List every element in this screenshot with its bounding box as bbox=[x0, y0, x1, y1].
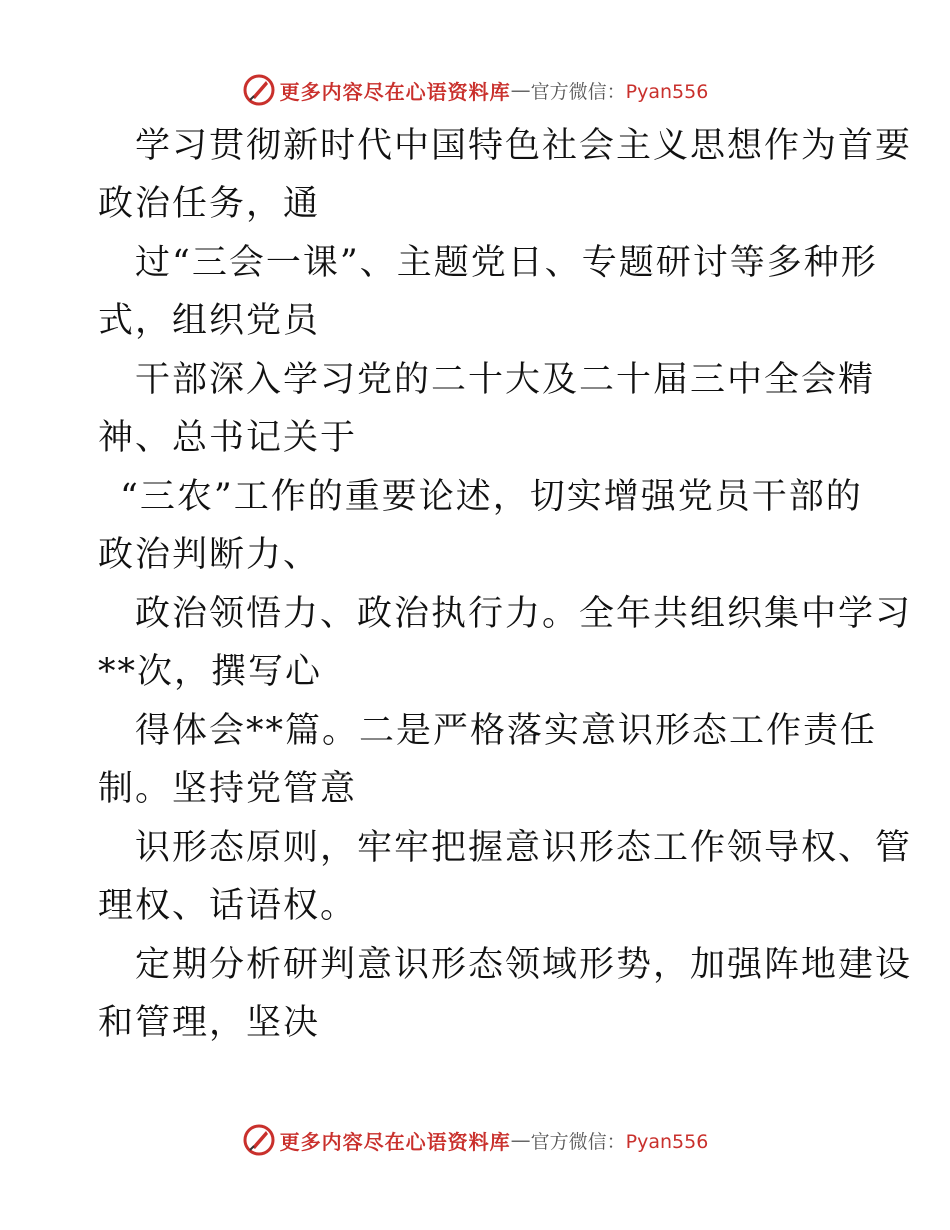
banner-wechat bbox=[531, 77, 709, 104]
body-line: 政治领悟力、政治执行力。全年共组织集中学习 bbox=[135, 594, 913, 634]
body-line: 干部深入学习党的二十大及二十届三中全会精 bbox=[135, 360, 876, 400]
body-line: 和管理，坚决 bbox=[98, 1003, 321, 1043]
banner-separator: — bbox=[510, 1128, 531, 1152]
body-line: 识形态原则，牢牢把握意识形态工作领导权、管 bbox=[135, 828, 913, 868]
body-line: 理权、话语权。 bbox=[98, 886, 358, 926]
body-line: 政治任务，通 bbox=[98, 184, 321, 224]
banner-site-text: 更多内容尽在心语资料库 bbox=[279, 79, 511, 104]
banner-wechat-label: 官方微信： bbox=[530, 1130, 626, 1153]
banner-wechat-id: Pyan556 bbox=[625, 1130, 709, 1153]
body-line: 过“三会一课”、主题党日、专题研讨等多种形 bbox=[135, 243, 878, 283]
banner-wechat-label: 官方微信： bbox=[530, 80, 626, 103]
banner-wechat-id: Pyan556 bbox=[625, 80, 709, 103]
quill-logo-icon bbox=[242, 73, 276, 107]
banner-site-text: 更多内容尽在心语资料库 bbox=[279, 1129, 511, 1154]
body-line: 神、总书记关于 bbox=[98, 418, 358, 458]
quill-logo-icon bbox=[242, 1123, 276, 1157]
body-line: 学习贯彻新时代中国特色社会主义思想作为首要 bbox=[135, 126, 913, 166]
body-line: 定期分析研判意识形态领域形势，加强阵地建设 bbox=[135, 945, 913, 985]
body-line: 政治判断力、 bbox=[98, 535, 321, 575]
footer-watermark-banner bbox=[0, 1120, 950, 1160]
body-line: 制。坚持党管意 bbox=[98, 769, 358, 809]
banner-wechat bbox=[531, 1127, 709, 1154]
body-line: 式，组织党员 bbox=[98, 301, 321, 341]
header-watermark-banner bbox=[0, 70, 950, 110]
body-line: **次，撰写心 bbox=[98, 652, 323, 692]
body-line: 得体会**篇。二是严格落实意识形态工作责任 bbox=[135, 711, 878, 751]
body-line: “三农”工作的重要论述，切实增强党员干部的 bbox=[120, 477, 863, 517]
banner-separator: — bbox=[510, 78, 531, 102]
